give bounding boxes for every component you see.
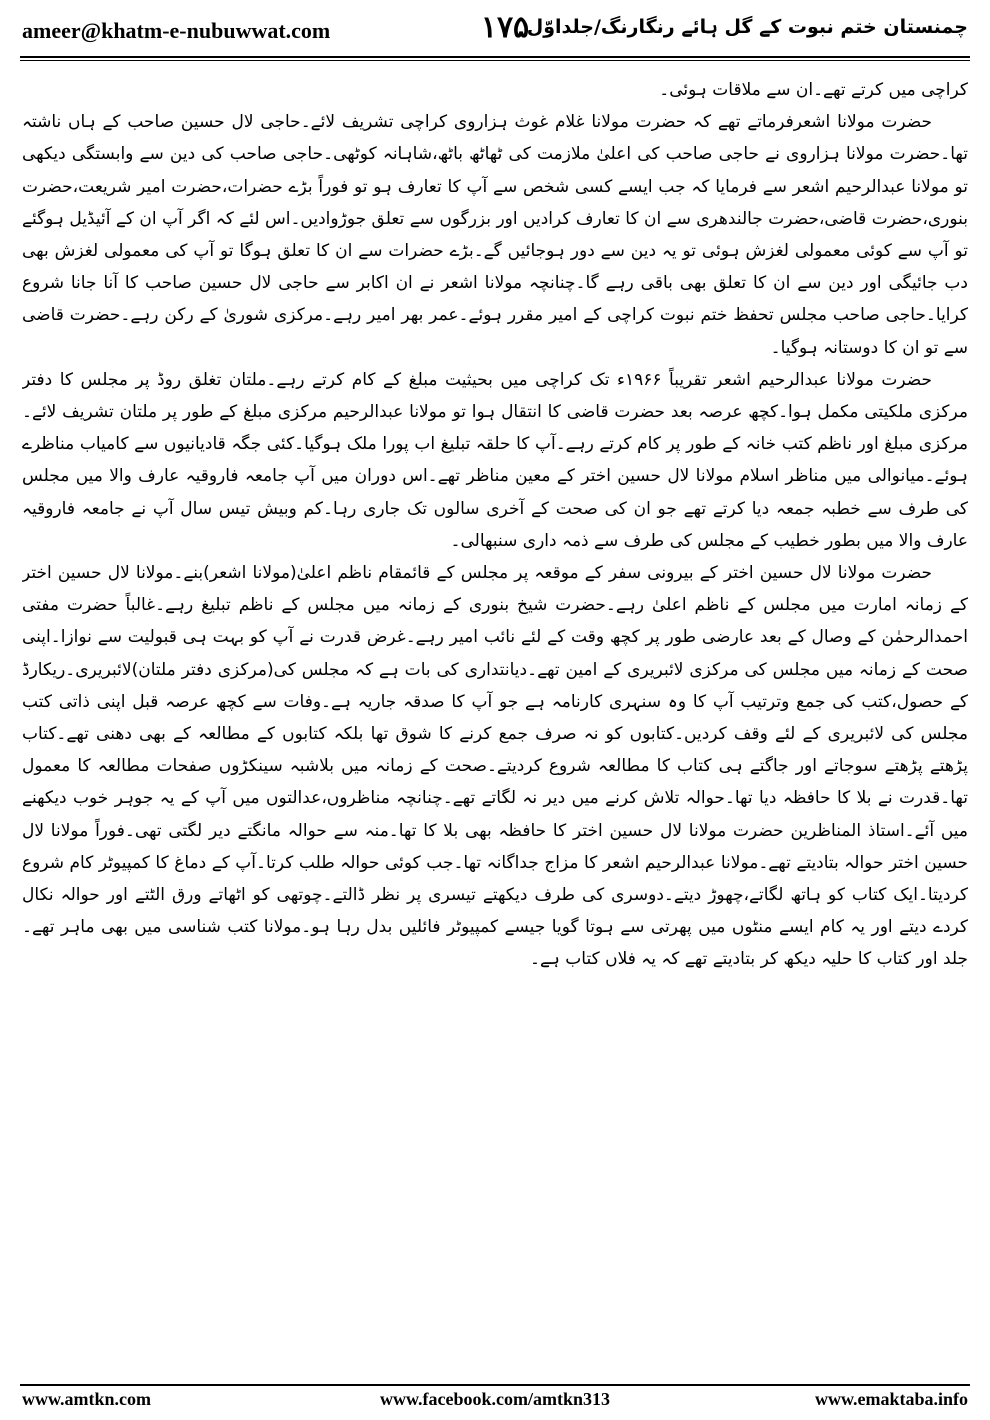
paragraph-3: حضرت مولانا عبدالرحیم اشعر تقریباً ۱۹۶۶ء تک کراچی میں بحیثیت مبلغ کے کام کرتے رہے۔ملتان تغلق روڈ پر مجلس کا دفتر مرکزی ملکیتی مکمل ہوا۔کچھ عرصہ بعد حضرت قاضی کا انتقال ہوا تو مولانا عبدالرحیم مرکزی مبلغ کے طور پر ملتان تشریف لائے۔مرکزی مبلغ اور ناظم کتب خانہ کے طور پر کام کرتے رہے۔آپ کا حلقہ تبلیغ اب پورا ملک ہوگیا۔کئی جگہ قادیانیوں سے کامیاب مناظرے ہوئے۔میانوالی میں مناظر اسلام مولانا لال حسین اختر کے معین مناظر تھے۔اس دوران میں آپ جامعہ فاروقیہ عارف والا میں مجلس کی طرف سے خطبہ جمعہ دیا کرتے تھے جو ان کی صحت کے آخری سالوں تک جاری رہا۔کم وبیش تیس سال آپ نے جامعہ فاروقیہ عارف والا میں بطور خطیب کے مجلس کی طرف سے ذمہ داری سنبھالی۔ bbox=[22, 369, 968, 551]
book-title: چمنستان ختم نبوت کے گل ہائے رنگارنگ/جلداوّل bbox=[526, 16, 968, 38]
footer-link-emaktaba: www.emaktaba.info bbox=[814, 1389, 968, 1409]
page-header bbox=[20, 8, 970, 52]
footer-link-facebook: www.facebook.com/amtkn313 bbox=[380, 1389, 610, 1409]
paragraph-1: کراچی میں کرتے تھے۔ان سے ملاقات ہوئی۔ bbox=[659, 80, 968, 100]
footer-link-amtkn: www.amtkn.com bbox=[22, 1389, 151, 1409]
header-email: ameer@khatm-e-nubuwwat.com bbox=[22, 18, 331, 43]
body-text bbox=[22, 74, 968, 1374]
header-rule bbox=[20, 56, 970, 58]
page-footer bbox=[20, 1389, 970, 1415]
header-rule-thin bbox=[20, 60, 970, 61]
page-number: ۱۷۵ bbox=[480, 10, 530, 45]
footer-rule bbox=[20, 1384, 970, 1386]
paragraph-4: حضرت مولانا لال حسین اختر کے بیرونی سفر کے موقعہ پر مجلس کے قائمقام ناظم اعلیٰ(مولانا اشعر)بنے۔مولانا لال حسین اختر کے زمانہ امارت میں مجلس کے ناظم اعلیٰ رہے۔حضرت شیخ بنوری کے زمانہ میں مجلس کے ناظم تبلیغ رہے۔غالباً حضرت مفتی احمدالرحمٰن کے وصال کے بعد عارضی طور پر کچھ وقت کے لئے نائب امیر رہے۔غرض قدرت نے آپ کو بہت ہی قبولیت سے نوازا۔اپنی صحت کے زمانہ میں مجلس کی مرکزی لائبریری کے امین تھے۔دیانتداری کی بات ہے کہ مجلس کی(مرکزی دفتر ملتان)لائبریری۔ریکارڈ کے حصول،کتب کی جمع وترتیب آپ کا وہ سنہری کارنامہ ہے جو آپ کا صدقہ جاریہ ہے۔وفات سے کچھ عرصہ قبل اپنی ذاتی کتب مجلس کی لائبریری کے لئے وقف کردیں۔کتابوں کو نہ صرف جمع کرنے کا شوق تھا بلکہ کتابوں کے مطالعہ کے بھی دھنی تھے۔کتاب پڑھتے پڑھتے سوجاتے اور جاگتے ہی کتاب کا مطالعہ شروع کردیتے۔صحت کے زمانہ میں بلاشبہ سینکڑوں صفحات مطالعہ کا معمول تھا۔قدرت نے بلا کا حافظہ دیا تھا۔حوالہ تلاش کرنے میں دیر نہ لگاتے تھے۔چنانچہ مناظروں،عدالتوں میں آپ کے یہ جوہر خوب دیکھنے میں آئے۔استاذ المناظرین حضرت مولانا لال حسین اختر کا حافظہ بھی بلا کا تھا۔منہ سے حوالہ مانگتے دیر لگتی تھی۔فوراً مولانا لال حسین اختر حوالہ بتادیتے تھے۔مولانا عبدالرحیم اشعر کا مزاج جداگانہ تھا۔جب کوئی حوالہ طلب کرتا۔آپ کے دماغ کا کمپیوٹر کام شروع کردیتا۔ایک کتاب کو ہاتھ لگاتے،چھوڑ دیتے۔دوسری کی طرف دیکھتے تیسری پر نظر ڈالتے۔چوتھی کو اٹھاتے ورق الٹتے اور حوالہ نکال کردے دیتے اور یہ کام ایسے منٹوں میں پھرتی سے ہوتا گویا جیسے کمپیوٹر فائلیں بدل رہا ہو۔مولانا کتب شناسی میں بھی ماہر تھے۔جلد اور کتاب کا حلیہ دیکھ کر بتادیتے تھے کہ یہ فلاں کتاب ہے۔ bbox=[22, 563, 968, 970]
paragraph-2: حضرت مولانا اشعرفرماتے تھے کہ حضرت مولانا غلام غوث ہزاروی کراچی تشریف لائے۔حاجی لال حسین صاحب کے ہاں ناشتہ تھا۔حضرت مولانا ہزاروی نے حاجی صاحب کی اعلیٰ ملازمت کی ٹھاٹھ باٹھ،شاہانہ کوٹھی۔حاجی صاحب کی دین سے وابستگی دیکھی تو مولانا عبدالرحیم اشعر سے فرمایا کہ جب ایسے کسی شخص سے آپ کا تعارف ہو تو فوراً بڑے حضرات،حضرت امیر شریعت،حضرت بنوری،حضرت قاضی،حضرت جالندھری سے ان کا تعارف کرادیں اور بزرگوں سے تعلق جوڑوادیں۔اس لئے کہ اگر آپ ان کے آئیڈیل ہوگئے تو آپ سے کوئی معمولی لغزش ہوئی تو یہ دین سے دور ہوجائیں گے۔بڑے حضرات سے ان کا تعلق ہوگا تو آپ کی معمولی لغزش بھی دب جائیگی اور دین سے ان کا تعلق بھی باقی رہے گا۔چنانچہ مولانا اشعر نے ان اکابر سے حاجی لال حسین صاحب کا آنا جانا شروع کرایا۔حاجی صاحب مجلس تحفظ ختم نبوت کراچی کے امیر مقرر ہوئے۔عمر بھر امیر رہے۔مرکزی شوریٰ کے رکن رہے۔حضرت قاضی سے تو ان کا دوستانہ ہوگیا۔ bbox=[22, 112, 968, 358]
